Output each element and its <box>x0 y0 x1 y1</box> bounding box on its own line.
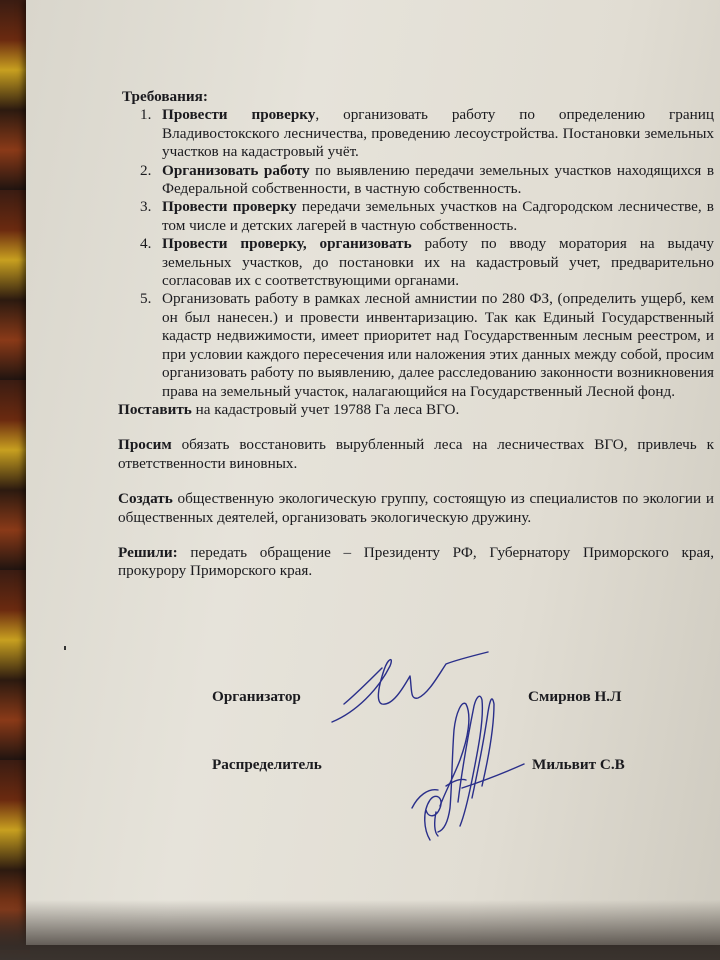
document-page <box>26 0 720 945</box>
distributor-name: Мильвит С.В <box>532 756 625 773</box>
list-item <box>140 106 714 161</box>
item-text: передачи земельных участков на Садгородском лесничестве, в том числе и детских лагерей в частную собственность. <box>162 198 714 234</box>
item-number: 4. <box>140 235 152 253</box>
paragraph-text: обязать восстановить вырубленный леса на лесничествах ВГО, привлечь к ответственности виновных. <box>118 436 714 472</box>
paragraph-bold-lead: Создать <box>118 490 173 508</box>
organizer-label: Организатор <box>212 688 301 705</box>
item-bold-lead: Провести проверку <box>162 198 297 216</box>
item-bold-lead: Организовать работу <box>162 161 310 179</box>
ink-dot <box>64 646 66 650</box>
item-text: , организовать работу по определению границ Владивостокского лесничества, проведению лесоустройства. Постановки земельных участков на кадастровый учёт. <box>162 106 714 161</box>
table-surface <box>0 900 720 960</box>
item-bold-lead: Провести проверку <box>162 106 316 124</box>
paragraph-decided <box>118 544 714 581</box>
list-item <box>140 198 714 235</box>
item-number: 2. <box>140 161 152 179</box>
paragraph-request <box>118 436 714 473</box>
item-text: Организовать работу в рамках лесной амнистии по 280 ФЗ, (определить ущерб, кем он был нанесен.) и провести инвентаризацию. Так как Единый Государственный кадастр недвижимости, имеет приоритет над Государственным лесным реестром, и при условии каждого пересечения или наложения этих данных между собой, просим организовать работу по выявлению, далее расследованию законности возникновения права на земельный участок, налагающийся на Государственный Лесной фонд. <box>162 290 714 400</box>
document-body <box>118 88 714 581</box>
paragraph-text: на кадастровый учет 19788 Га леса ВГО. <box>191 400 460 418</box>
paragraph-create <box>118 490 714 527</box>
item-number: 3. <box>140 198 152 216</box>
paragraph-bold-lead: Просим <box>118 436 172 454</box>
list-item <box>140 161 714 199</box>
item-text: работу по вводу моратория на выдачу земельных участков, до постановки их на кадастровый учет, предварительно согласовав их с соответствующими органами. <box>162 235 714 290</box>
organizer-name: Смирнов Н.Л <box>528 688 622 705</box>
paragraph-register <box>118 401 714 419</box>
item-text: по выявлению передачи земельных участков находящихся в Федеральной собственности, в частную собственность. <box>162 161 714 198</box>
distributor-label: Распределитель <box>212 756 322 773</box>
item-number: 5. <box>140 290 152 308</box>
requirements-list <box>118 106 714 401</box>
list-item <box>140 235 714 290</box>
paragraph-bold-lead: Решили: <box>118 543 178 561</box>
paragraph-bold-lead: Поставить <box>118 400 192 418</box>
paragraph-text: общественную экологическую группу, состоящую из специалистов по экологии и общественных деятелей, организовать экологическую дружину. <box>118 490 714 526</box>
item-number: 1. <box>140 106 152 124</box>
paragraph-text: передать обращение – Президенту РФ, Губернатору Приморского края, прокурору Приморского края. <box>118 543 714 580</box>
requirements-heading: Требования: <box>122 88 208 105</box>
item-bold-lead: Провести проверку, организовать <box>162 235 412 253</box>
list-item <box>140 290 714 400</box>
